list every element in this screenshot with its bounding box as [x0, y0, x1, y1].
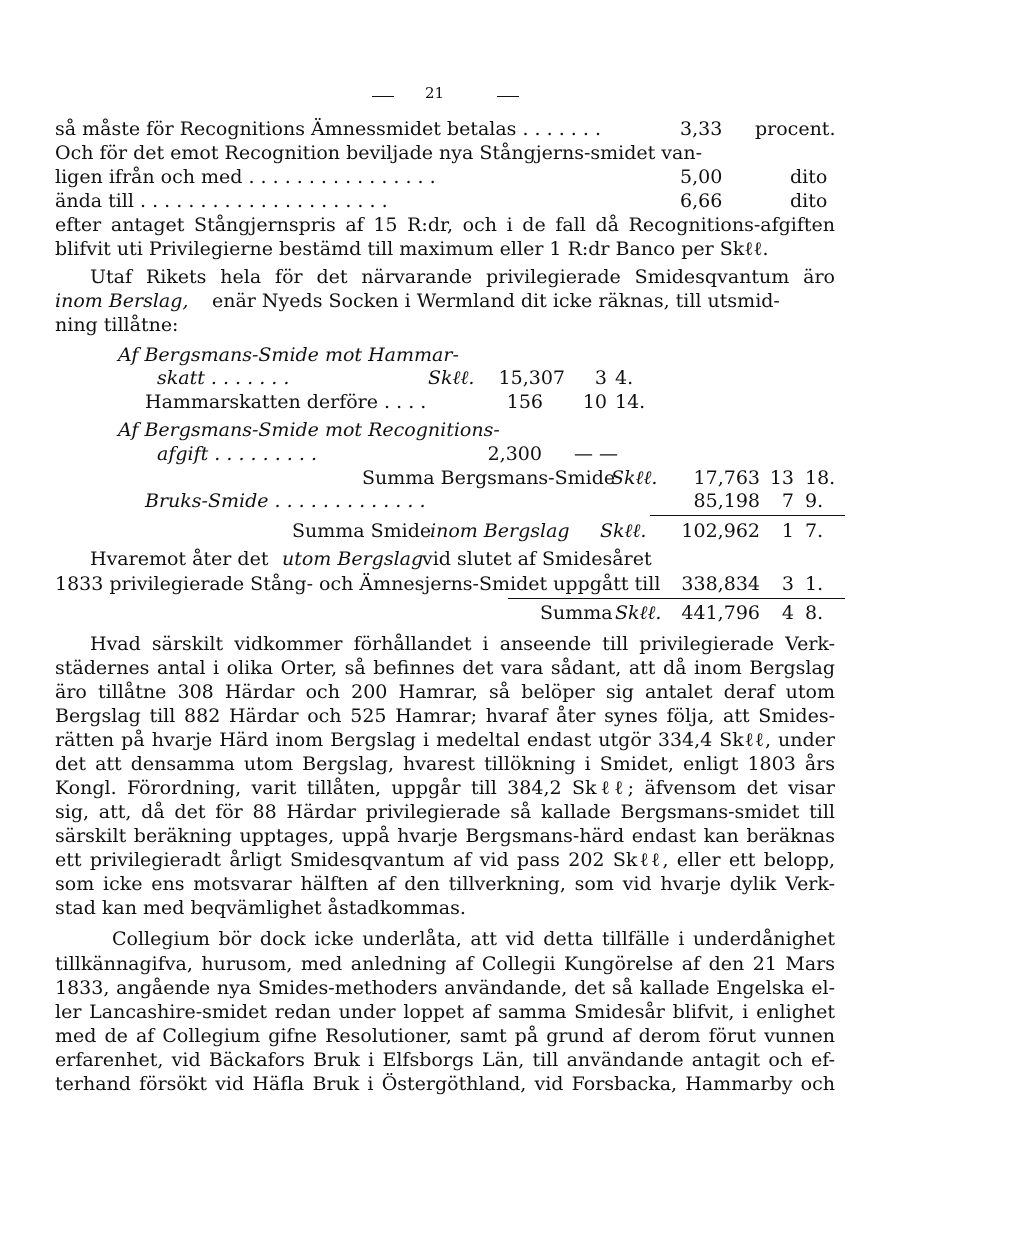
para-b-line-6: det att densamma utom Bergslag, hvarest tillökning i Smidet, enligt 1803 års — [55, 753, 835, 775]
summa-berg-unit: Skℓℓ. — [611, 467, 658, 489]
para-b-line-12: stad kan med beqvämlighet åstadkommas. — [55, 897, 466, 919]
para-a-line-2: blifvit uti Privilegierne bestämd till maximum eller 1 R:dr Banco per Skℓℓ. — [55, 238, 769, 260]
rate-value-4: 6,66 — [680, 190, 723, 212]
summa-smide-lisp: 1 — [781, 520, 794, 542]
bruks-label: Bruks-Smide . . . . . . . . . . . . . — [145, 490, 426, 512]
para-b-line-7: Kongl. Förordning, varit tillåten, uppgår till 384,2 Skℓℓ; äfvensom det visar — [55, 777, 835, 799]
para-b-line-4: Bergslag till 882 Härdar och 525 Hamrar; hvaraf åter synes följa, att Smides- — [55, 705, 835, 727]
berg-hammar-value: 15,307 — [498, 367, 565, 389]
rate-line-4: ända till . . . . . . . . . . . . . . . . . . . . . — [55, 190, 388, 212]
hammarskatt-lisp: 10 — [582, 391, 607, 413]
para-b-line-1: Hvad särskilt vidkommer förhållandet i anseende till privilegierade Verk- — [90, 633, 835, 655]
hammarskatt-label: Hammarskatten derföre . . . . — [145, 391, 427, 413]
para-c-line-7: terhand försökt vid Häfla Bruk i Östergöthland, vid Forsbacka, Hammarby och — [55, 1073, 835, 1095]
summa-total-unit: Skℓℓ. — [615, 602, 662, 624]
header-dash-left — [372, 96, 394, 97]
header-dash-right — [497, 96, 519, 97]
para-c-line-6: erfarenhet, vid Bäckafors Bruk i Elfsborgs Län, till användande antagit och ef- — [55, 1049, 835, 1071]
berg-hammar-label-2: skatt . . . . . . . — [157, 367, 290, 389]
berg-hammar-unit: Skℓℓ. — [428, 367, 475, 389]
summa-smide-label-a: Summa Smide — [292, 520, 432, 542]
utom-line-1a: Hvaremot åter det — [90, 548, 269, 570]
para-b-line-9: särskilt beräkning upptages, uppå hvarje Bergsmans-härd endast kan beräknas — [55, 825, 835, 847]
berg-recog-label-1: Af Bergsmans-Smide mot Recognitions- — [118, 419, 500, 441]
summa-berg-mark: 18. — [805, 467, 836, 489]
utom-line-1c: vid slutet af Smidesåret — [422, 548, 652, 570]
bruks-lisp: 7 — [781, 490, 794, 512]
rate-line-1: så måste för Recognitions Ämnessmidet betalas . . . . . . . — [55, 118, 601, 140]
summa-smide-rule — [650, 515, 845, 516]
para-c-line-5: med de af Collegium gifne Resolutioner, samt på grund af derom förut vunnen — [55, 1025, 835, 1047]
berg-hammar-mark: 4. — [615, 367, 634, 389]
berg-hammar-lisp: 3 — [594, 367, 607, 389]
rate-line-3: ligen ifrån och med . . . . . . . . . . . . . . . . — [55, 166, 436, 188]
utom-line-2: 1833 privilegierade Stång- och Ämnesjerns-Smidet uppgått till — [55, 573, 661, 595]
summa-smide-label-b: inom Bergslag — [430, 520, 570, 542]
para-b-line-10: ett privilegieradt årligt Smidesqvantum af vid pass 202 Skℓℓ, eller ett belopp, — [55, 849, 835, 871]
rate-unit-4: dito — [790, 190, 828, 212]
para-c-line-1: Collegium bör dock icke underlåta, att vid detta tillfälle i underdånighet — [112, 928, 835, 950]
rate-value-3: 5,00 — [680, 166, 723, 188]
utom-line-1b: utom Bergslag — [282, 548, 424, 570]
summa-berg-value: 17,763 — [693, 467, 760, 489]
para-c-line-2: tillkännagifva, hurusom, med anledning af Collegii Kungörelse af den 21 Mars — [55, 953, 835, 975]
rate-unit-3: dito — [790, 166, 828, 188]
utom-value: 338,834 — [681, 573, 760, 595]
bruks-value: 85,198 — [693, 490, 760, 512]
para-b-line-8: sig, att, då det för 88 Härdar privilegierade så kallade Bergsmans-smidet till — [55, 801, 835, 823]
page-number: 21 — [425, 84, 445, 102]
para-b-line-2: städernes antal i olika Orter, så befinnes det vara sådant, att då inom Bergslag — [55, 657, 835, 679]
utom-lisp: 3 — [781, 573, 794, 595]
intro-line-3: ning tillåtne: — [55, 314, 179, 336]
intro-line-1: Utaf Rikets hela för det närvarande privilegierade Smidesqvantum äro — [90, 266, 835, 288]
hammarskatt-mark: 14. — [615, 391, 646, 413]
para-c-line-4: ler Lancashire-smidet redan under loppet af samma Smidesår blifvit, i enlighet — [55, 1001, 835, 1023]
para-b-line-11: som icke ens motsvarar hälften af den tillverkning, som vid hvarje dylik Verk- — [55, 873, 835, 895]
berg-recog-dashes: — — — [574, 443, 619, 465]
para-b-line-5: rätten på hvarje Härd inom Bergslag i medeltal endast utgör 334,4 Skℓℓ, under — [55, 729, 835, 751]
summa-berg-label: Summa Bergsmans-Smide — [362, 467, 616, 489]
rate-value-1: 3,33 — [680, 118, 723, 140]
intro-line-2-italic: inom Berslag, — [55, 290, 189, 312]
para-b-line-3: äro tillåtne 308 Härdar och 200 Hamrar, så belöper sig antalet deraf utom — [55, 681, 835, 703]
summa-smide-mark: 7. — [805, 520, 824, 542]
utom-mark: 1. — [805, 573, 824, 595]
berg-recog-label-2: afgift . . . . . . . . . — [157, 443, 317, 465]
summa-total-label: Summa — [540, 602, 613, 624]
summa-smide-value: 102,962 — [681, 520, 760, 542]
berg-hammar-label-1: Af Bergsmans-Smide mot Hammar- — [118, 344, 459, 366]
summa-smide-unit: Skℓℓ. — [600, 520, 647, 542]
summa-berg-lisp: 13 — [769, 467, 794, 489]
summa-total-mark: 8. — [805, 602, 824, 624]
para-a-line-1: efter antaget Stångjernspris af 15 R:dr, och i de fall då Recognitions-afgiften — [55, 214, 835, 236]
summa-total-rule — [508, 598, 845, 599]
berg-recog-value: 2,300 — [487, 443, 542, 465]
bruks-mark: 9. — [805, 490, 824, 512]
rate-line-2: Och för det emot Recognition beviljade nya Stångjerns-smidet van- — [55, 142, 703, 164]
summa-total-lisp: 4 — [781, 602, 794, 624]
intro-line-2-rest: enär Nyeds Socken i Wermland dit icke räknas, till utsmid- — [212, 290, 780, 312]
para-c-line-3: 1833, angående nya Smides-methoders användande, det så kallade Engelska el- — [55, 977, 835, 999]
rate-unit-1: procent. — [755, 118, 836, 140]
summa-total-value: 441,796 — [681, 602, 760, 624]
hammarskatt-value: 156 — [506, 391, 543, 413]
